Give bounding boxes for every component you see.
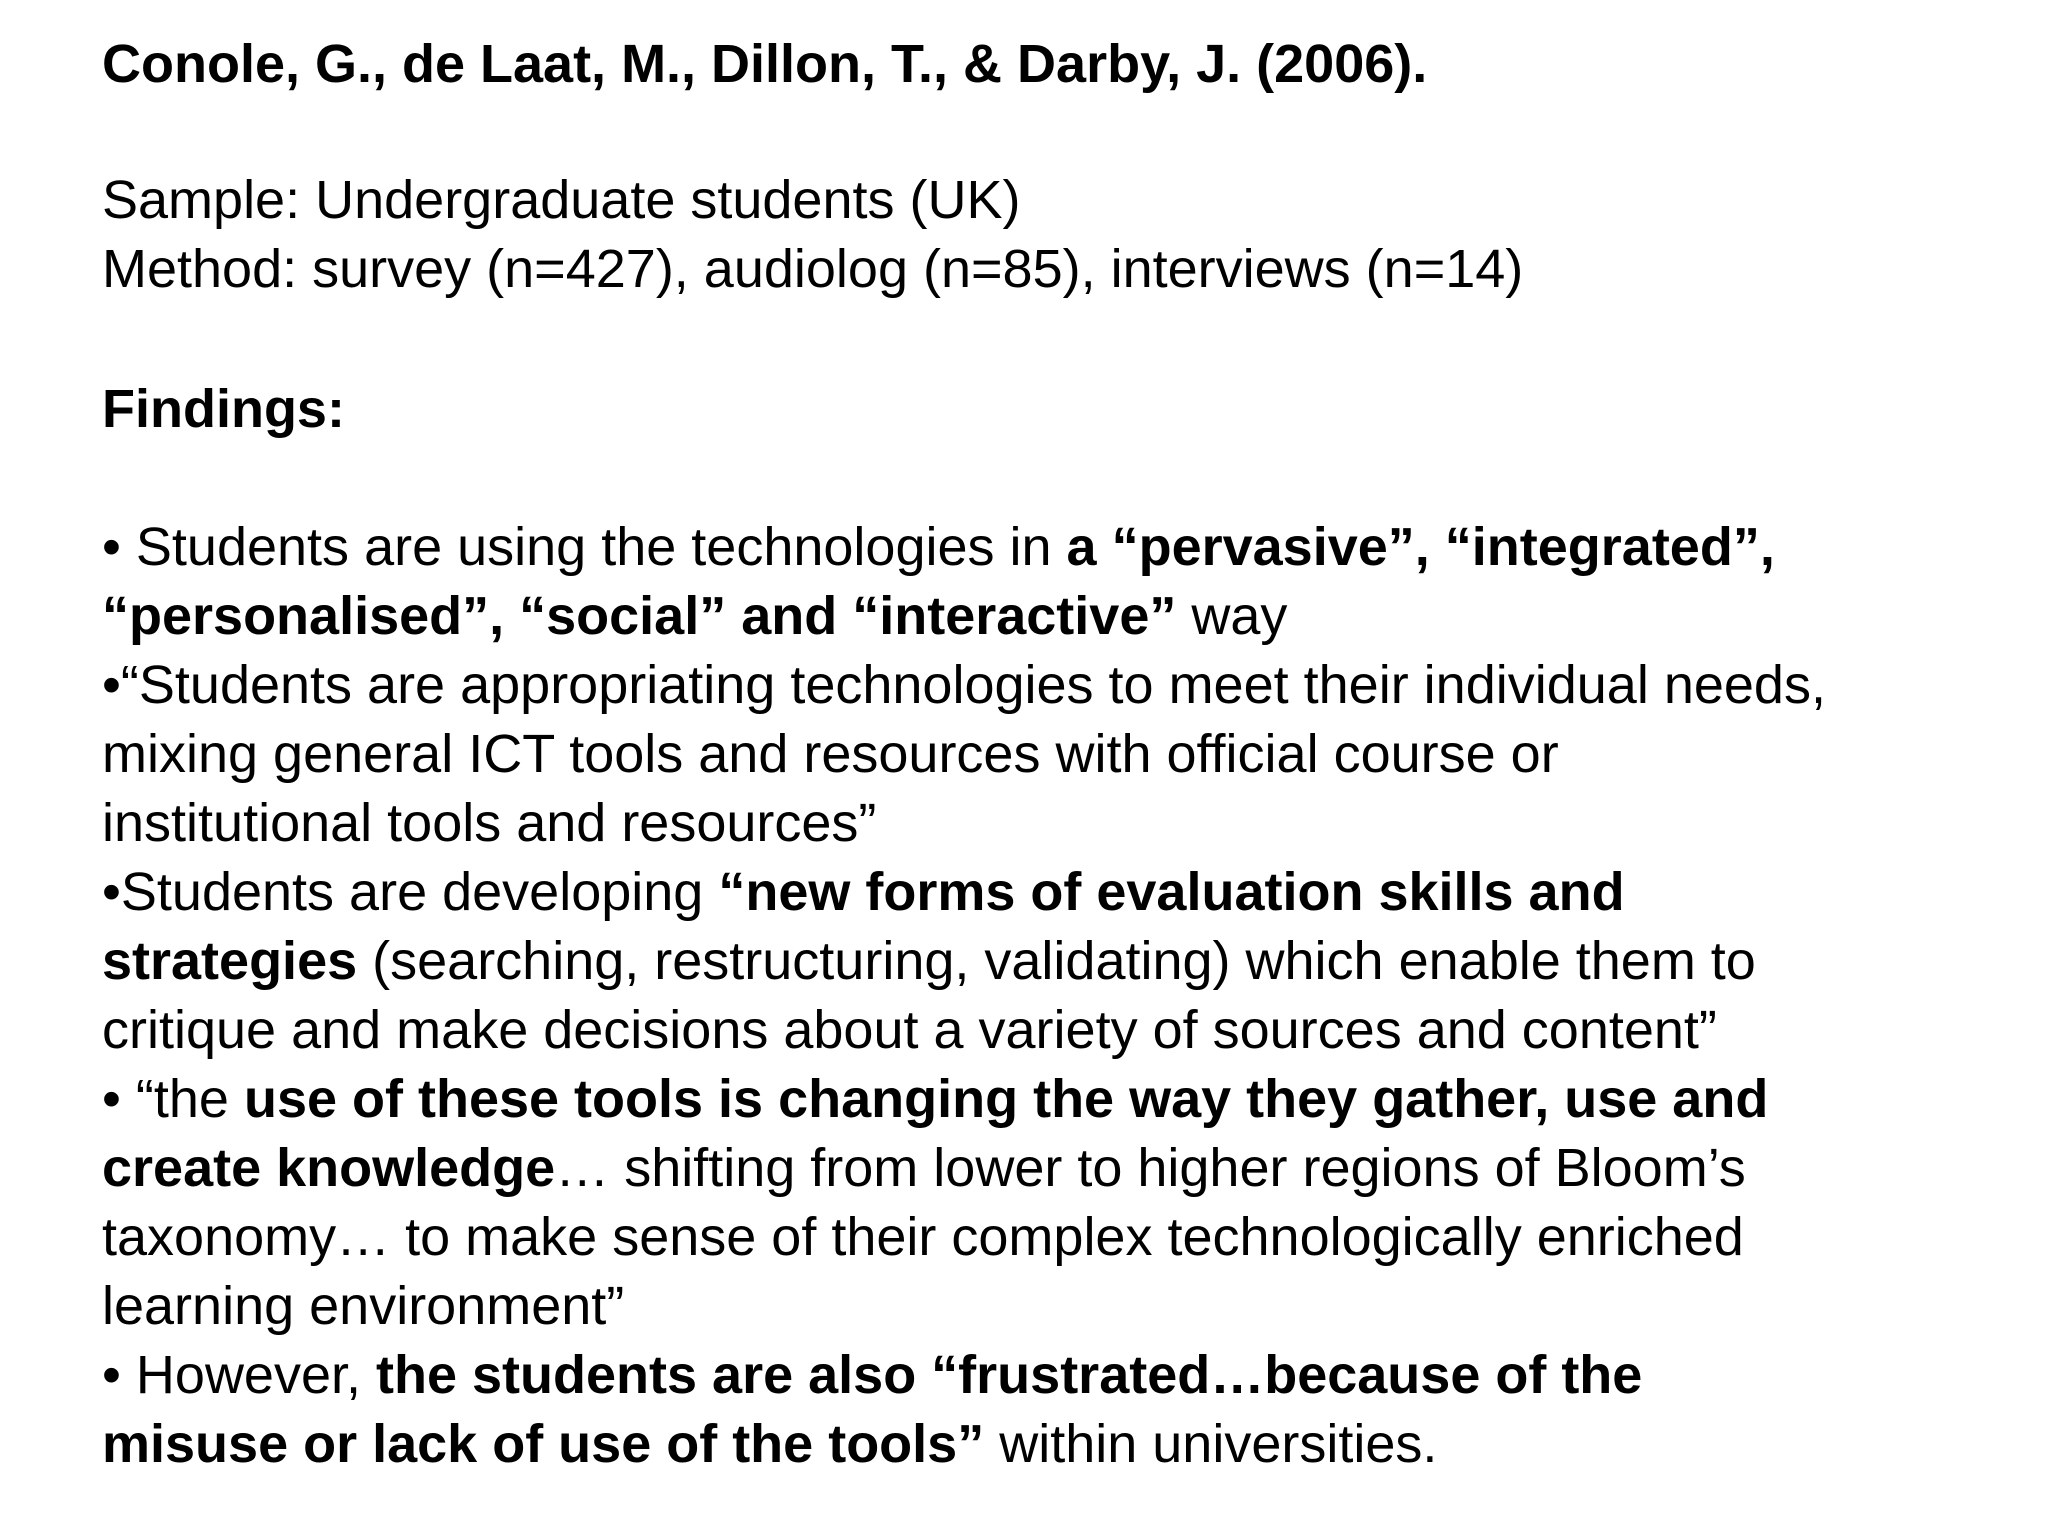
text-run: institutional tools and resources” <box>102 793 877 853</box>
text-run: taxonomy… to make sense of their complex technologically enriched <box>102 1207 1744 1267</box>
text-run: • Students are using the technologies in <box>102 517 1067 577</box>
text-run: critique and make decisions about a variety of sources and content” <box>102 1000 1717 1060</box>
bold-text: a “pervasive”, “integrated”, <box>1066 517 1775 577</box>
bold-text: the students are also “frustrated…because of the <box>376 1345 1643 1405</box>
method-line: Method: survey (n=427), audiolog (n=85), interviews (n=14) <box>102 239 1524 299</box>
finding-bullet <box>102 651 2002 858</box>
finding-line <box>102 996 2002 1065</box>
finding-bullet <box>102 858 2002 1065</box>
text-run: way <box>1176 586 1288 646</box>
finding-line <box>102 651 2002 720</box>
citation-heading: Conole, G., de Laat, M., Dillon, T., & Darby, J. (2006). <box>102 34 1428 94</box>
sample-line: Sample: Undergraduate students (UK) <box>102 170 1021 230</box>
findings-list <box>102 513 2002 1479</box>
finding-line <box>102 858 2002 927</box>
slide-content <box>102 30 2002 1479</box>
finding-line <box>102 1410 2002 1479</box>
bold-text: create knowledge <box>102 1138 556 1198</box>
finding-bullet <box>102 513 2002 651</box>
finding-line <box>102 582 2002 651</box>
text-run: (searching, restructuring, validating) which enable them to <box>357 931 1756 991</box>
finding-bullet <box>102 1341 2002 1479</box>
bold-text: “new forms of evaluation skills and <box>718 862 1625 922</box>
text-run: … shifting from lower to higher regions of Bloom’s <box>555 1138 1746 1198</box>
bold-text: use of these tools is changing the way they gather, use and <box>243 1069 1769 1129</box>
text-run: mixing general ICT tools and resources with official course or <box>102 724 1559 784</box>
finding-line <box>102 1134 2002 1203</box>
study-meta <box>102 166 2002 304</box>
bold-text: “personalised”, “social” and “interactive” <box>102 586 1177 646</box>
findings-heading: Findings: <box>102 379 345 439</box>
finding-line <box>102 1203 2002 1272</box>
text-run: learning environment” <box>102 1276 625 1336</box>
bold-text: strategies <box>102 931 358 991</box>
finding-line <box>102 927 2002 996</box>
finding-line <box>102 1272 2002 1341</box>
text-run: • However, <box>102 1345 377 1405</box>
finding-line <box>102 789 2002 858</box>
finding-line <box>102 1341 2002 1410</box>
finding-line <box>102 720 2002 789</box>
text-run: within universities. <box>984 1414 1438 1474</box>
finding-line <box>102 513 2002 582</box>
finding-line <box>102 1065 2002 1134</box>
text-run: •“Students are appropriating technologies to meet their individual needs, <box>102 655 1826 715</box>
bold-text: misuse or lack of use of the tools” <box>102 1414 985 1474</box>
text-run: • “the <box>102 1069 244 1129</box>
text-run: •Students are developing <box>102 862 719 922</box>
finding-bullet <box>102 1065 2002 1341</box>
